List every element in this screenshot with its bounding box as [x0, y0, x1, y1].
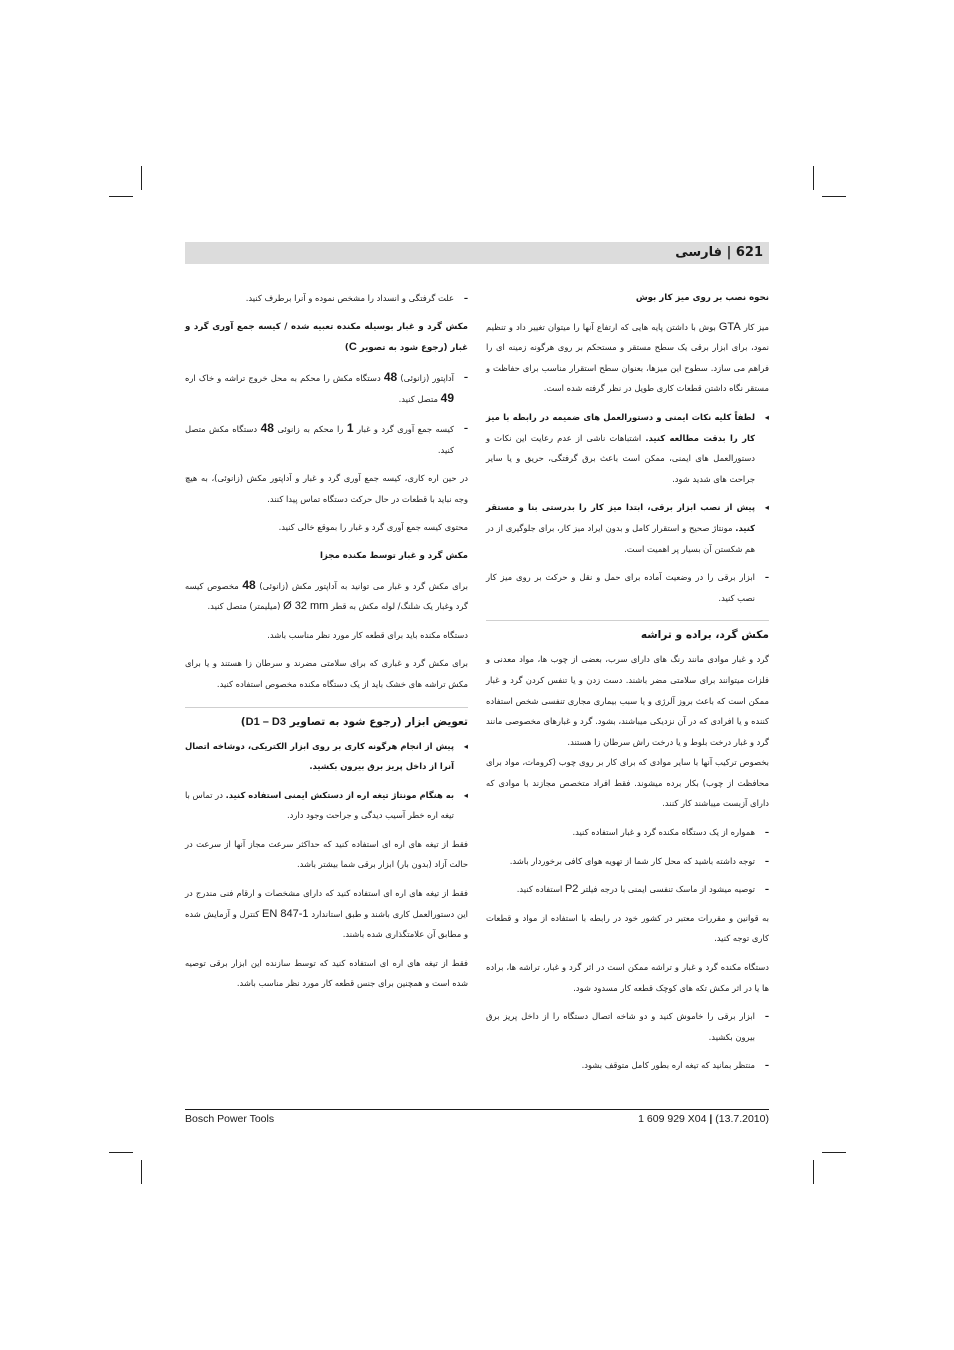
dust-bag-heading: مکش گرد و غبار بوسیله مکنده تعبیه شده / کیسه جمع آوری گرد و غبار (رجوع شود به تصویر C) [185, 321, 468, 354]
crop-mark-icon [822, 1152, 846, 1153]
dust-section-heading: مکش گرد، براده و تراشه [486, 620, 769, 645]
safety-bullet-item: ◂ به هنگام مونتاژ تیغه اره از دستکش ایمنی استفاده کنید. در تماس با تیغه اره خطر آسیب دیدگی و جراحت وجود دارد. [185, 785, 468, 826]
external-extraction-heading: مکش گرد و غبار توسط مکنده مجزا [319, 550, 468, 561]
dash-list-item: – منتظر بمانید که تیغه اره بطور کامل متوقف بشود. [486, 1055, 769, 1076]
right-column [486, 288, 769, 1084]
install-heading: نحوه نصب بر روی میز کار بوش [635, 293, 769, 303]
dash-list-item: – توصیه میشود از ماسک تنفسی ایمنی با درجه فیلتر P2 استفاده کنید. [486, 879, 769, 900]
hazard-paragraph: برای مکش گرد و غباری که برای سلامتی مضرند و سرطان زا هستند و یا برای مکش تراشه های خشک باید از یک دستگاه مکنده مخصوص استفاده کنید. [185, 658, 468, 689]
footer-doc-number: 1 609 929 X04 [638, 1113, 707, 1125]
dash-bullet-icon: – [764, 1011, 769, 1022]
page-number: 621 [735, 245, 763, 260]
safety-bullet-item: ◂ لطفاً کلیه نکات ایمنی و دستورالعمل های ضمیمه در رابطه با میز کار را بدقت مطالعه کنید. اشتباهات ناشی از عدم رعایت این نکات و دستورالعمل های ایمنی، ممکن است باعث برق گرفتگی، حریق و یا سایر جراحت های شدید شود. [486, 407, 769, 489]
dash-list-item: – آداپتور (زانوئی) 48 دستگاه مکش را محکم به محل خروج تراشه و خاک اره 49 متصل کنید. [185, 367, 468, 410]
safety-bullet-item: ◂ پیش از نصب ابزار برقی، ابتدا میز کار را بدرستی بنا و مستقر کنید. مونتاژ صحیح و استقرار کامل و بدون ایراد میز کار، برای جلوگیری از در هم شکستن آن بسیار پر اهمیت است. [486, 497, 769, 559]
crop-mark-icon [109, 196, 133, 197]
left-column [185, 288, 468, 1002]
laws-paragraph: به قوانین و مقررات معتبر در کشور خود در رابطه با استفاده از مواد و قطعات کاری توجه کنید. [486, 912, 769, 944]
dash-list-item: – توجه داشته باشید که محل کار شما از تهویه هوای کافی برخوردار باشد. [486, 851, 769, 872]
header-separator: | [726, 245, 732, 260]
filter-code: P2 [564, 883, 579, 896]
dash-bullet-icon: – [463, 422, 468, 433]
header-language: فارسی [675, 245, 723, 260]
page-header [185, 242, 769, 264]
dash-bullet-icon: – [764, 1060, 769, 1071]
triangle-bullet-icon: ◂ [463, 740, 468, 751]
dash-bullet-icon: – [463, 371, 468, 382]
dash-list-item: – علت گرفتگی و انسداد را مشخص نموده و آنرا برطرف کنید. [185, 288, 468, 309]
crop-mark-icon [813, 1160, 814, 1184]
standard-paragraph: فقط از تیغه های اره ای استفاده کنید که دارای مشخصات و ارقام فنی مندرج در این دستورالعمل کاری باشند و طبق استاندارد EN 847-1 کنترل و آزمایش شده و مطابق آن علامتگذاری شده باشند. [185, 888, 468, 940]
dash-bullet-icon: – [764, 827, 769, 838]
triangle-bullet-icon: ◂ [764, 411, 769, 422]
tool-change-heading: تعویض ابزار (رجوع شود به تصاویر D1 – D3) [185, 707, 468, 732]
footer-doc-info [638, 1112, 769, 1126]
page-header-title [675, 243, 763, 263]
dash-list-item: – ابزار برقی را در وضعیت آماده برای حمل و نقل و حرکت بر روی میز کار نصب کنید. [486, 567, 769, 608]
dust-paragraph: بخصوص ترکیب آنها با سایر موادی که برای کار بر روی چوب (کرومات، مواد برای محافظت از چوب) بکار برده میشوند. فقط افراد متخصص مجازند با موادی که دارای آزبست میباشند کار کنند. [486, 757, 769, 809]
dash-list-item: – ابزار برقی را خاموش کنید و دو شاخه اتصال دستگاه را از داخل پریز برق بیرون بکشید. [486, 1006, 769, 1047]
footer-rule [185, 1109, 769, 1110]
install-paragraph: میز کار GTA بوش با داشتن پایه هایی که ارتفاع آنها را میتوان تغییر داد و تنظیم نمود، برای ابزار برقی یک سطح مستقر و مستحکم بر روی هرگونه زمینه ای را فراهم می سازد. سطوح این میزها، بعنوان سطح استقرار مناسب برای حفاظت و مستقر نگاه داشتن قطعات کاری طویل در نظر گرفته شده است. [486, 320, 769, 394]
during-cut-paragraph: در حین اره کاری، کیسه جمع آوری گرد و غبار و آداپتور مکش (زانوئی)، به هیچ وجه نباید با قطعات در حال حرکت دستگاه تماس پیدا کنند. [185, 473, 468, 504]
hose-diameter: Ø 32 mm [283, 600, 329, 613]
dust-paragraph: گرد و غبار موادی مانند رنگ های دارای سرب، بعضی از چوب ها، مواد معدنی و فلزات میتوانند برای سلامتی مضر باشند. دست زدن و یا تنفس کردن گرد و غبار ممکن است که باعث بروز آلرژی و یا سبب بیماری مجاری تنفسی شخص استفاده کننده و یا افرادی که در آن نزدیکی میباشند، بشود. گرد و غبارهای مخصوصی مانند گرد و غبار درخت بلوط و یا درخت راش سرطان زا هستند. [486, 654, 769, 747]
clog-paragraph: دستگاه مکنده گرد و غبار و تراشه ممکن است در اثر گرد و غبار، تراشه ها، براده ها یا در اثر مکش تکه های کوچک قطعه کار مسدود شود. [486, 962, 769, 993]
footer-separator: | [709, 1113, 713, 1125]
dash-bullet-icon: – [764, 855, 769, 866]
crop-mark-icon [141, 1160, 142, 1184]
standard-code: EN 847-1 [262, 907, 309, 920]
manufacturer-paragraph: فقط از تیغه های اره ای استفاده کنید که توسط سازنده این ابزار برقی توصیه شده است و همچنین برای جنس قطعه کار مورد نظر مناسب باشد. [185, 957, 468, 989]
crop-mark-icon [141, 166, 142, 190]
crop-mark-icon [822, 196, 846, 197]
empty-bag-paragraph: محتوی کیسه جمع آوری گرد و غبار را بموقع خالی کنید. [278, 522, 468, 533]
crop-mark-icon [109, 1152, 133, 1153]
triangle-bullet-icon: ◂ [463, 789, 468, 800]
safety-bullet-item: ◂ پیش از انجام هرگونه کاری بر روی ابزار الکتریکی، دوشاخه اتصال آنرا از داخل پریز برق بیرون بکشید. [185, 736, 468, 777]
dash-bullet-icon: – [764, 572, 769, 583]
speed-paragraph: فقط از تیغه های اره ای استفاده کنید که حداکثر سرعت مجاز آنها از سرعت در حالت آزاد (بدون بار) ابزار برقی شما بیشتر باشد. [185, 838, 468, 870]
dash-bullet-icon: – [764, 884, 769, 895]
suitable-paragraph: دستگاه مکنده باید برای قطعه کار مورد نظر مناسب باشد. [267, 629, 468, 640]
crop-mark-icon [813, 166, 814, 190]
dash-bullet-icon: – [463, 293, 468, 303]
dash-list-item: – کیسه جمع آوری گرد و غبار 1 را محکم به زانوئی 48 دستگاه مکش متصل کنید. [185, 418, 468, 460]
footer-date: (13.7.2010) [715, 1113, 769, 1125]
footer-publisher: Bosch Power Tools [185, 1113, 275, 1125]
external-extraction-paragraph: برای مکش گرد و غبار می توانید به آداپتور مکش (زانوئی) 48 مخصوص کیسه گرد وغبار یک شلنگ/ لوله مکش به قطر Ø 32 mm (میلیمتر) متصل کنید. [185, 577, 468, 613]
brand-code: GTA [718, 320, 741, 333]
triangle-bullet-icon: ◂ [764, 502, 769, 513]
dash-list-item: – همواره از یک دستگاه مکنده گرد و غبار استفاده کنید. [486, 822, 769, 843]
